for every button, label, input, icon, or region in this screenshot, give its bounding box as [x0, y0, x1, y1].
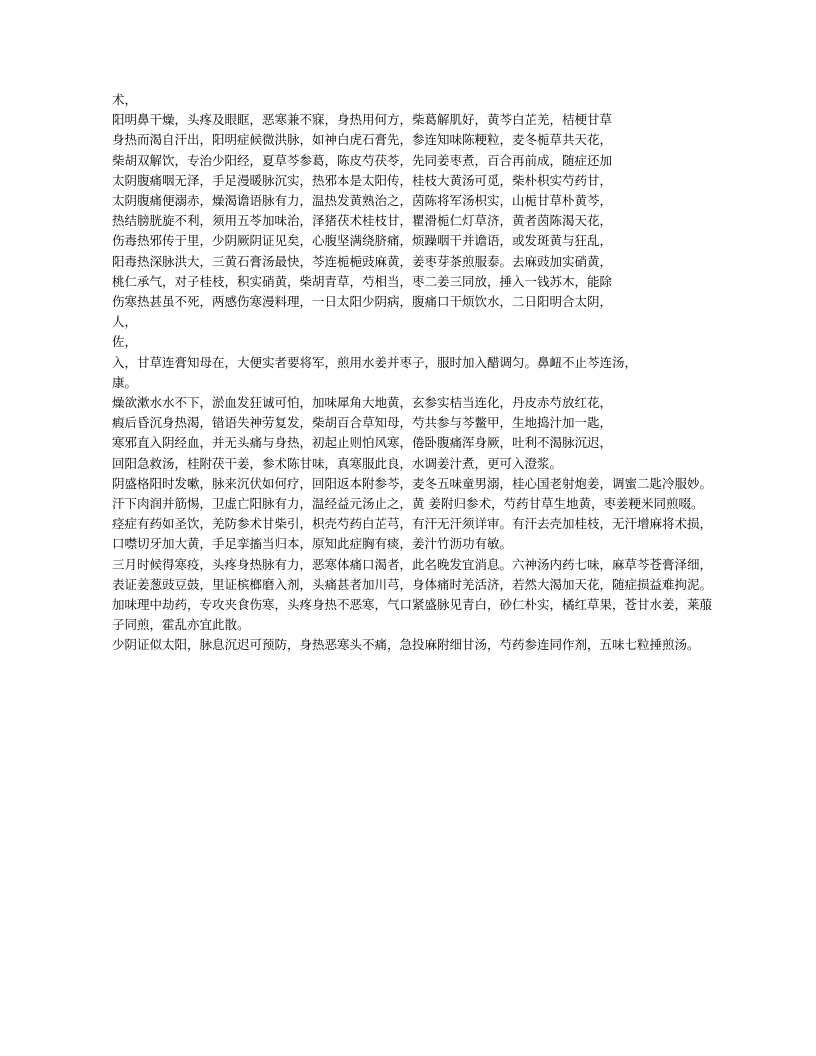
text-line: 人，: [112, 314, 138, 330]
text-line: 阳明鼻干燥，头疼及眼眶，恶寒兼不寐，身热用何方，柴葛解肌好，黄芩白芷羌，桔梗甘草: [112, 112, 613, 128]
text-line: 三月时候得寒疫，头疼身热脉有力，恶寒体痛口渴者，此名晚发宜消息。六神汤内药七味，麻草芩苍膏泽细，表证姜葱豉豆鼓，里证槟榔磨入剂，头痛甚者加川芎，身体痛时羌活济，若然大渴加天花，随症损益难拘泥。: [112, 556, 713, 592]
text-line: 少阴证似太阳，脉息沉迟可预防，身热恶寒头不痛，急投麻附细甘汤，芍药参连同作剂，五味七粒捶煎汤。: [112, 637, 700, 653]
text-line: 太阴腹痛咽无泽，手足漫暖脉沉实，热邪本是太阳传，桂枝大黄汤可觅，柴朴枳实芍药甘，: [112, 172, 613, 188]
text-line: 加味理中劫药，专攻夹食伤寒，头疼身热不恶寒，气口紧盛脉见青白，砂仁朴实，橘红草果，苍甘水姜，莱菔子同煎，霍乱亦宜此散。: [112, 597, 713, 633]
text-line: 回阳急救汤，桂附茯干姜，参术陈甘味，真寒服此良，水调姜汁煮，更可入澄浆。: [112, 455, 563, 471]
text-line: 阳毒热深脉洪大，三黄石膏汤最快，芩连栀梔豉麻黄，姜枣芽茶煎服泰。去麻豉加实硝黄，: [112, 253, 613, 269]
text-line: 身热而渴自汗出，阳明症候微洪脉，如神白虎石膏先，参连知味陈粳粒，麦冬栀草共天花，: [112, 132, 613, 148]
text-line: 热结膀胱旋不利，须用五苓加味治，泽猪茯术桂枝甘，瞿滑栀仁灯草济，黄者茵陈渴天花，: [112, 213, 613, 229]
text-line: 伤毒热邪传于里，少阴厥阴证见矣，心腹坚满绕脐痛，烦躁咽干并谵语，或发斑黄与狂乱，: [112, 233, 613, 249]
text-line: 佐，: [112, 334, 138, 350]
text-line: 阴盛格阳时发嗽，脉来沉伏如何疗，回阳返本附参芩，麦冬五味童男溺，桂心国老射炮姜，调蜜二匙冷服妙。: [112, 475, 713, 491]
text-line: 柴胡双解饮，专治少阳经，夏草芩参葛，陈皮芍茯苓，先同姜枣煮，百合再前成，随症还加: [112, 152, 613, 168]
text-line: 入，甘草连膏知母在，大便实者要将军，煎用水姜并枣子，服时加入醋调匀。鼻衄不止芩连汤，: [112, 354, 638, 370]
text-line: 术，: [112, 92, 138, 107]
text-line: 燥欲漱水水不下，淤血发狂诚可怕，加味犀角大地黄，玄参实桔当连化，丹皮赤芍放红花，: [112, 395, 613, 411]
text-line: 康。: [112, 374, 138, 390]
text-line: 桃仁承气，对子桂枝，积实硝黄，柴胡青草，芍相当，枣二姜三同放，捶入一钱苏木，能除: [112, 273, 613, 289]
text-line: 瘕后昏沉身热渴，错语失神劳复发，柴胡百合草知母，芍共参与芩鳖甲，生地捣汁加一匙，: [112, 415, 613, 431]
text-line: 寒邪直入阴经血，并无头痛与身热，初起止则怕风寒，倦卧腹痛浑身厥，吐利不渴脉沉迟，: [112, 435, 613, 451]
text-line: 伤寒热甚虽不死，两感伤寒漫料理，一日太阳少阴病，腹痛口干烦饮水，二日阳明合太阴，: [112, 294, 613, 310]
text-line: 汗下肉润并筋惕，卫虚亡阳脉有力，温经益元汤止之，黄 姜附归参术，芍药甘草生地黄，枣姜粳米同煎啜。: [112, 496, 704, 512]
text-line: 痉症有药如圣饮，羌防参术甘柴引，枳壳芍药白芷芎，有汗无汗须详审。有汗去壳加桂枝，无汗增麻将术损，口噤切牙加大黄，手足挛搐当归本，原知此症胸有痰，姜汁竹沥功有敏。: [112, 516, 713, 552]
text-line: 太阴腹痛便溺赤，燥渴谵语脉有力，温热发黄熟治之，茵陈将军汤枳实，山栀甘草朴黄芩，: [112, 193, 613, 209]
document-text-column: [112, 90, 712, 656]
